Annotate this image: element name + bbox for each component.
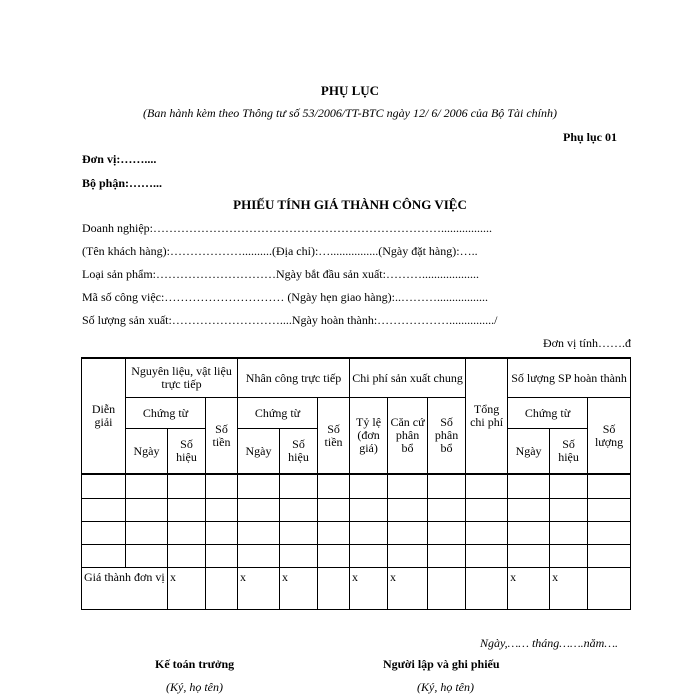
appendix-title: PHỤ LỤC [320,83,380,98]
department-label: Bộ phận:……... [82,176,163,190]
header-overhead: Chi phí sản xuất chung [350,358,466,398]
table-row [82,521,631,544]
table-row [82,498,631,521]
chief-accountant-title: Kế toán trưởng [155,657,235,671]
appendix-number: Phụ lục 01 [562,130,617,144]
field-customer: (Tên khách hàng):………………..........(Địa chỉ):…................(Ngày đặt hàng):….. [82,244,478,258]
header-dien-giai: Diễn giải [82,358,126,474]
x-mark: x [508,567,550,609]
header-voucher-materials: Chứng từ [126,398,206,429]
header-number-quantity: Số hiệu [550,429,588,475]
header-direct-materials: Nguyên liệu, vật liệu trực tiếp [126,358,238,398]
header-date-quantity: Ngày [508,429,550,475]
form-title: PHIẾU TÍNH GIÁ THÀNH CÔNG VIỆC [233,197,467,212]
header-number-materials: Số hiệu [168,429,206,475]
header-quantity: Số lượng [588,398,631,475]
x-mark: x [388,567,428,609]
table-row [82,474,631,498]
appendix-subtitle: (Ban hành kèm theo Thông tư số 53/2006/TT-BTC ngày 12/ 6/ 2006 của Bộ Tài chính) [143,106,557,120]
header-voucher-labor: Chứng từ [238,398,318,429]
header-rate: Tỷ lệ (đơn giá) [350,398,388,475]
field-enterprise: Doanh nghiệp:………………………………………………………………................. [82,221,492,235]
header-date-labor: Ngày [238,429,280,475]
header-voucher-quantity: Chứng từ [508,398,588,429]
header-direct-labor: Nhân công trực tiếp [238,358,350,398]
table-row [82,544,631,567]
x-mark: x [168,567,206,609]
header-allocated-amount: Số phân bổ [428,398,466,475]
field-product-type: Loại sản phẩm:…………………………Ngày bắt đầu sản xuất:………................... [82,267,479,281]
x-mark: x [238,567,280,609]
chief-accountant-sign-note: (Ký, họ tên) [166,680,223,694]
unit-of-calculation: Đơn vị tính…….đ [542,336,631,350]
date-line: Ngày,…… tháng…….năm…. [479,636,618,650]
header-amount-materials: Số tiền [206,398,238,475]
header-total-cost: Tổng chi phí [466,358,508,474]
x-mark: x [550,567,588,609]
unit-cost-label: Giá thành đơn vị [82,567,168,609]
field-quantity: Số lượng sản xuất:………………………....Ngày hoàn thành:……………….............../ [82,313,498,327]
cost-table [81,357,631,610]
header-date-materials: Ngày [126,429,168,475]
unit-label: Đơn vị:…….... [82,152,157,166]
field-job-code: Mã số công việc:………………………… (Ngày hẹn giao hàng):..………................. [82,290,488,304]
preparer-sign-note: (Ký, họ tên) [417,680,474,694]
x-mark: x [280,567,318,609]
x-mark: x [350,567,388,609]
header-allocation-basis: Căn cứ phân bổ [388,398,428,475]
header-finished-quantity: Số lượng SP hoàn thành [508,358,631,398]
unit-cost-row [82,567,631,609]
header-number-labor: Số hiệu [280,429,318,475]
preparer-title: Người lập và ghi phiếu [383,657,500,671]
header-amount-labor: Số tiền [318,398,350,475]
